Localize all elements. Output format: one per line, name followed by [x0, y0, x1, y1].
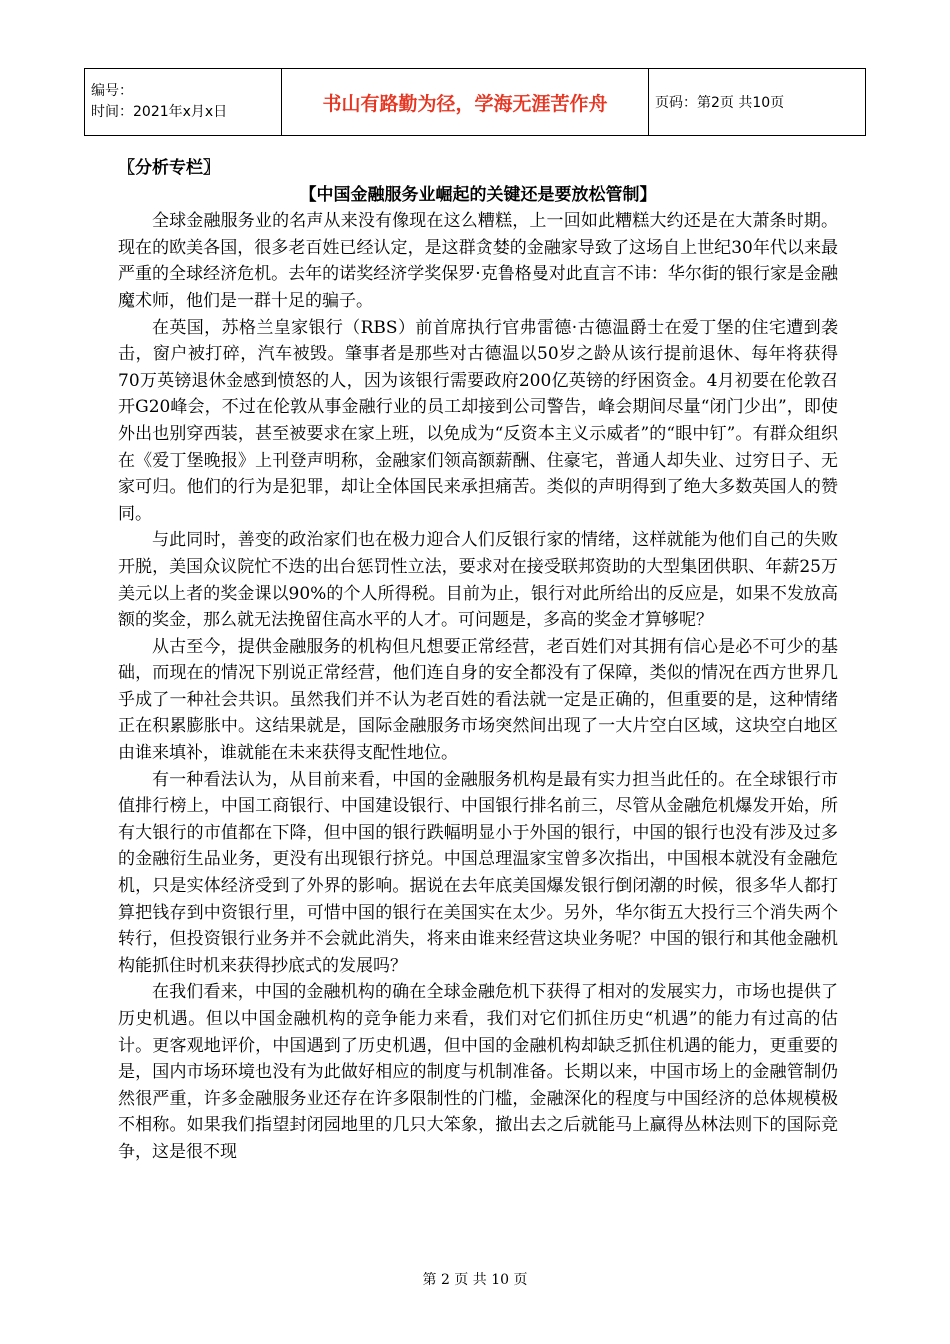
paragraph: 在我们看来，中国的金融机构的确在全球金融危机下获得了相对的发展实力，市场也提供了历史机遇。但以中国金融机构的竞争能力来看，我们对它们抓住历史“机遇”的能力有过高的估计。更客观地评价，中国遇到了历史机遇，但中国的金融机构却缺乏抓住机遇的能力，更重要的是，国内市场环境也没有为此做好相应的制度与机制准备。长期以来，中国市场上的金融管制仍然很严重，许多金融服务业还存在许多限制性的门槛，金融深化的程度与中国经济的总体规模极不相称。如果我们指望封闭园地里的几只大笨象，撤出去之后就能马上赢得丛林法则下的国际竞争，这是很不现	[118, 982, 838, 1162]
date-label: 时间：2021年x月x日	[91, 104, 228, 120]
paragraph: 有一种看法认为，从目前来看，中国的金融服务机构是最有实力担当此任的。在全球银行市值排行榜上，中国工商银行、中国建设银行、中国银行排名前三，尽管从金融危机爆发开始，所有大银行的市值都在下降，但中国的银行跌幅明显小于外国的银行，中国的银行也没有涉及过多的金融衍生品业务，更没有出现银行挤兑。中国总理温家宝曾多次指出，中国根本就没有金融危机，只是实体经济受到了外界的影响。据说在去年底美国爆发银行倒闭潮的时候，很多华人都打算把钱存到中资银行里，可惜中国的银行在美国实在太少。另外，华尔街五大投行三个消失两个转行，但投资银行业务并不会就此消失，将来由谁来经营这块业务呢？中国的银行和其他金融机构能抓住时机来获得抄底式的发展吗？	[118, 769, 838, 976]
page-footer: 第 2 页 共 10 页	[422, 1272, 528, 1288]
document-header	[84, 68, 866, 136]
paragraph: 在英国，苏格兰皇家银行（RBS）前首席执行官弗雷德·古德温爵士在爱丁堡的住宅遭到袭击，窗户被打碎，汽车被毁。肇事者是那些对古德温以50岁之龄从该行提前退休、每年将获得70万英镑退休金感到愤怒的人，因为该银行需要政府200亿英镑的纾困资金。4月初要在伦敦召开G20峰会，不过在伦敦从事金融行业的员工却接到公司警告，峰会期间尽量“闭门少出”，即使外出也别穿西装，甚至被要求在家上班，以免成为“反资本主义示威者”的“眼中钉”。有群众组织在《爱丁堡晚报》上刊登声明称，金融家们领高额薪酬、住豪宅，普通人却失业、过穷日子、无家可归。他们的行为是犯罪，却让全体国民来承担痛苦。类似的声明得到了绝大多数英国人的赞同。	[118, 317, 838, 524]
paragraph: 与此同时，善变的政治家们也在极力迎合人们反银行家的情绪，这样就能为他们自己的失败开脱，美国众议院忙不迭的出台惩罚性立法，要求对在接受联邦资助的大型集团供职、年薪25万美元以上者的奖金课以90%的个人所得税。目前为止，银行对此所给出的反应是，如果不发放高额的奖金，那么就无法挽留住高水平的人才。可问题是，多高的奖金才算够呢？	[118, 530, 838, 631]
paragraph: 全球金融服务业的名声从来没有像现在这么糟糕，上一回如此糟糕大约还是在大萧条时期。现在的欧美各国，很多老百姓已经认定，是这群贪婪的金融家导致了这场自上世纪30年代以来最严重的全球经济危机。去年的诺奖经济学奖保罗·克鲁格曼对此直言不讳：华尔街的银行家是金融魔术师，他们是一群十足的骗子。	[118, 211, 838, 311]
header-motto: 书山有路勤为径，学海无涯苦作舟	[282, 69, 649, 136]
column-label: 〖分析专栏〗	[118, 158, 220, 178]
header-page-info: 页码：第2页 共10页	[649, 69, 866, 136]
header-meta-cell	[85, 69, 282, 136]
article-body	[118, 155, 838, 1166]
serial-number-label: 编号：	[91, 83, 133, 99]
paragraph: 从古至今，提供金融服务的机构但凡想要正常经营，老百姓们对其拥有信心是必不可少的基础，而现在的情况下别说正常经营，他们连自身的安全都没有了保障，类似的情况在西方世界几乎成了一种社会共识。虽然我们并不认为老百姓的看法就一定是正确的，但重要的是，这种情绪正在积累膨胀中。这结果就是，国际金融服务市场突然间出现了一大片空白区域，这块空白地区由谁来填补，谁就能在未来获得支配性地位。	[118, 636, 838, 764]
article-title: 【中国金融服务业崛起的关键还是要放松管制】	[299, 184, 657, 205]
